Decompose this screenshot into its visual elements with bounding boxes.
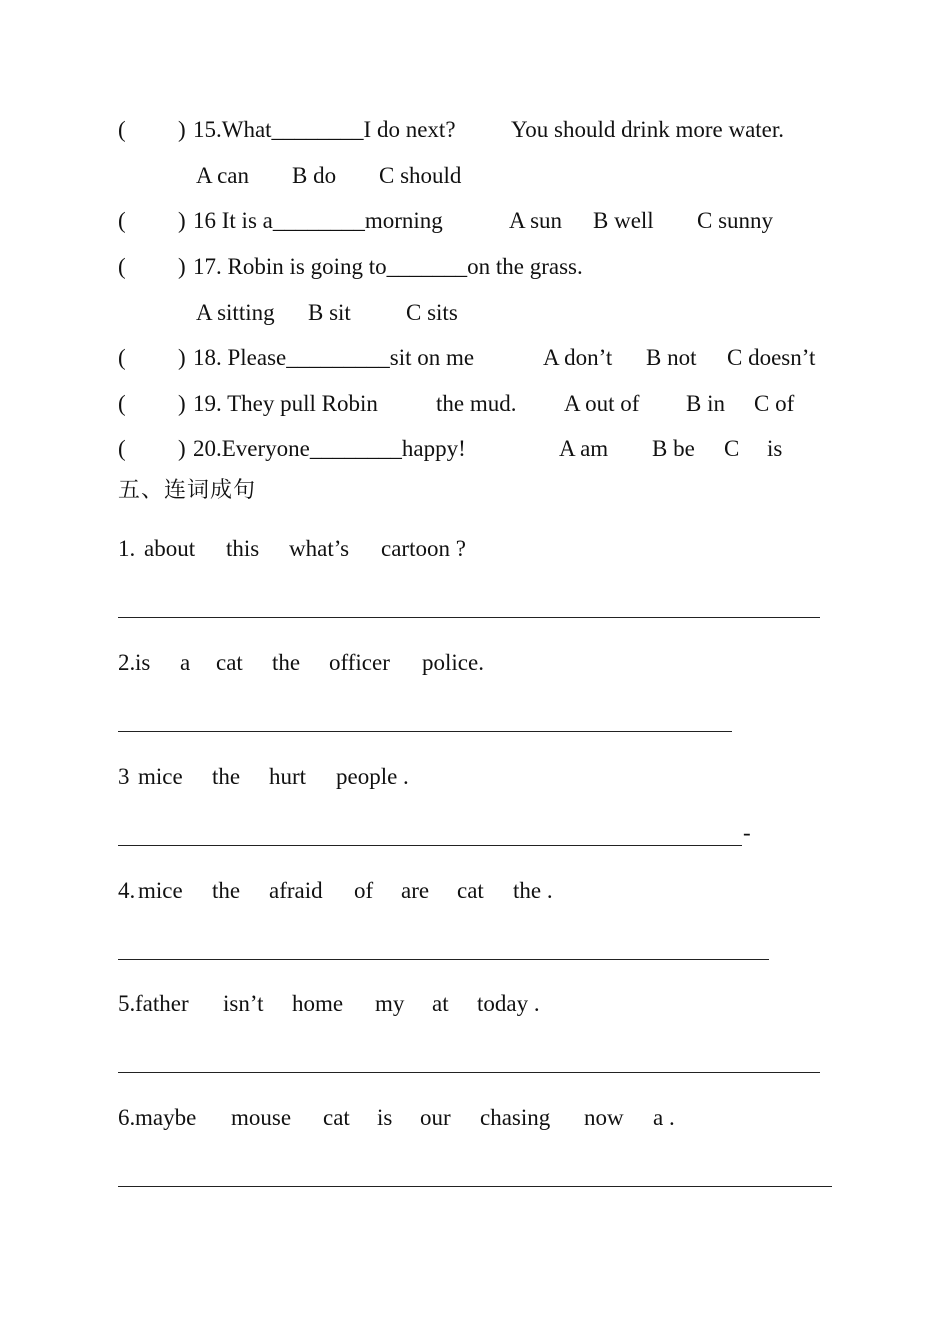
scrambled-word: isn’t	[223, 991, 264, 1016]
option-b: B in	[686, 391, 725, 416]
answer-paren-open: (	[118, 436, 126, 461]
scrambled-word: cartoon ?	[381, 536, 466, 561]
question-stem-tail: the mud.	[436, 391, 517, 416]
scrambled-word: cat	[457, 878, 484, 903]
scrambled-word: people .	[336, 764, 409, 789]
answer-paren-open: (	[118, 117, 126, 142]
answer-line[interactable]	[118, 731, 732, 732]
option-c: C doesn’t	[727, 345, 816, 370]
answer-line[interactable]	[118, 1186, 832, 1187]
option-c: C of	[754, 391, 795, 416]
answer-paren-close: )	[178, 345, 186, 370]
option-c: C sunny	[697, 208, 774, 233]
scrambled-word: chasing	[480, 1105, 551, 1130]
scrambled-word: afraid	[269, 878, 323, 903]
option-c-text: is	[767, 436, 783, 461]
scrambled-word: the	[272, 650, 301, 675]
item-number: 1.	[118, 536, 136, 561]
option-b: B sit	[308, 300, 351, 325]
question-stem: 16 It is a________morning	[193, 208, 443, 233]
answer-paren-open: (	[118, 391, 126, 416]
scrambled-word: at	[432, 991, 449, 1016]
option-b: B not	[646, 345, 697, 370]
item-number: 3	[118, 764, 130, 789]
question-response: You should drink more water.	[511, 117, 785, 142]
question-stem: 18. Please_________sit on me	[193, 345, 475, 370]
scrambled-word: home	[292, 991, 344, 1016]
answer-paren-close: )	[178, 436, 186, 461]
option-a: A can	[196, 163, 250, 188]
answer-line[interactable]	[118, 617, 820, 618]
option-c: C sits	[406, 300, 458, 325]
scrambled-word: the	[212, 878, 241, 903]
answer-line[interactable]	[118, 959, 769, 960]
scrambled-word: maybe	[135, 1105, 197, 1130]
scrambled-word: are	[401, 878, 430, 903]
scrambled-word: is	[377, 1105, 393, 1130]
option-a: A sun	[509, 208, 563, 233]
scrambled-word: cat	[323, 1105, 350, 1130]
question-stem: 19. They pull Robin	[193, 391, 378, 416]
option-c: C	[724, 436, 740, 461]
scrambled-word: today .	[477, 991, 540, 1016]
scrambled-word: hurt	[269, 764, 307, 789]
scrambled-word: what’s	[289, 536, 350, 561]
item-number: 2.	[118, 650, 136, 675]
option-a: A don’t	[543, 345, 613, 370]
answer-paren-close: )	[178, 391, 186, 416]
option-b: B well	[593, 208, 654, 233]
answer-paren-close: )	[178, 117, 186, 142]
scrambled-word: a .	[653, 1105, 675, 1130]
scrambled-word: our	[420, 1105, 451, 1130]
scrambled-word: of	[354, 878, 374, 903]
answer-paren-close: )	[178, 254, 186, 279]
answer-paren-open: (	[118, 254, 126, 279]
scrambled-word: a	[180, 650, 191, 675]
answer-paren-open: (	[118, 345, 126, 370]
scrambled-word: now	[584, 1105, 624, 1130]
scrambled-word: police.	[422, 650, 484, 675]
question-stem: 20.Everyone________happy!	[193, 436, 466, 461]
question-stem: 17. Robin is going to_______on the grass.	[193, 254, 583, 279]
scrambled-word: this	[226, 536, 260, 561]
scrambled-word: mice	[138, 764, 183, 789]
option-a: A am	[559, 436, 609, 461]
option-b: B do	[292, 163, 337, 188]
item-number: 4.	[118, 878, 136, 903]
answer-line[interactable]	[118, 1072, 820, 1073]
scrambled-word: mice	[138, 878, 183, 903]
scrambled-word: the .	[513, 878, 553, 903]
answer-paren-open: (	[118, 208, 126, 233]
option-a: A sitting	[196, 300, 275, 325]
item-number: 6.	[118, 1105, 136, 1130]
scrambled-word: about	[144, 536, 196, 561]
section-title: 五、连词成句	[118, 478, 257, 503]
question-stem: 15.What________I do next?	[193, 117, 456, 142]
scrambled-word: is	[135, 650, 151, 675]
option-c: C should	[379, 163, 462, 188]
item-number: 5.	[118, 991, 136, 1016]
answer-paren-close: )	[178, 208, 186, 233]
option-b: B be	[652, 436, 695, 461]
answer-line[interactable]	[118, 845, 742, 846]
scrambled-word: mouse	[231, 1105, 292, 1130]
scrambled-word: the	[212, 764, 241, 789]
scrambled-word: my	[375, 991, 405, 1016]
scrambled-word: cat	[216, 650, 243, 675]
option-a: A out of	[564, 391, 640, 416]
line-end-mark: -	[743, 820, 751, 845]
scrambled-word: father	[135, 991, 189, 1016]
scrambled-word: officer	[329, 650, 390, 675]
